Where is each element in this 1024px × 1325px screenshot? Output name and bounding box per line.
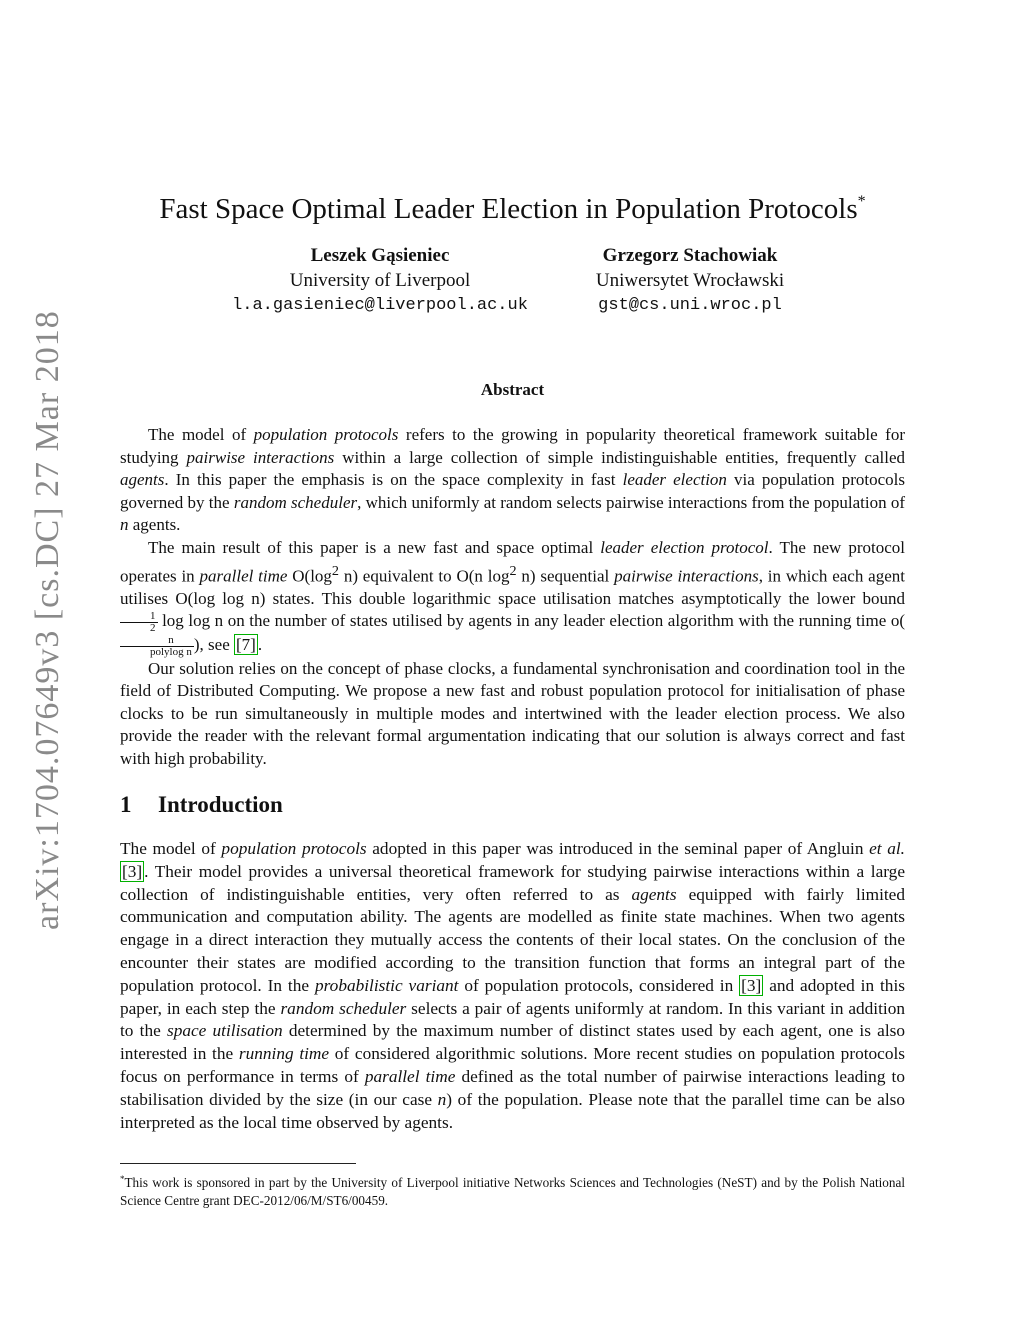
author-block-1 (220, 243, 540, 318)
author-name: Leszek Gąsieniec (310, 245, 450, 266)
section-heading-introduction (120, 792, 283, 818)
author-affiliation: University of Liverpool (289, 270, 471, 291)
author-name: Grzegorz Stachowiak (602, 245, 778, 266)
introduction-paragraph: The model of population protocols adopted in this paper was introduced in the seminal paper of Angluin et al. [3] . Their model provides a universal theoretical framework for studying pairwise interactions within a large collection of indistinguishable entities, very often referred to as agents equipped with fairly limited communication and computation ability. The agents are modelled as finite state machines. When two agents engage in a direct interaction they mutually access the contents of their local states. On the conclusion of the encounter their states are modified according to the transition function that forms an integral part of the population protocol. In the probabilistic variant of population protocols, considered in [3] and adopted in this paper, in each step the random scheduler selects a pair of agents uniformly at random. In this variant in addition to the space utilisation determined by the maximum number of distinct states used by each agent, one is also interested in the running time of considered algorithmic solutions. More recent studies on population protocols focus on performance in terms of parallel time defined as the total number of pairwise interactions leading to stabilisation divided by the size (in our case n) of the population. Please note that the parallel time can be also interpreted as the local time observed by agents. (120, 839, 906, 1132)
title-footnote-mark: * (857, 193, 866, 210)
fraction-n-over-polylog: $\frac{n}{\text{polylog n}}$ (120, 635, 194, 658)
footnote-text: This work is sponsored in part by the University of Liverpool initiative Networks Sciences and Technologies (NeST) and by the Polish National Science Centre grant DEC-2012/06/M/ST6/00459. (120, 1175, 905, 1208)
author-affiliation: Uniwersytet Wrocławski (595, 270, 785, 291)
author-email[interactable]: gst@cs.uni.wroc.pl (598, 296, 782, 315)
abstract-paragraph-2: The main result of this paper is a new fast and space optimal leader election protocol. The new protocol operates in parallel time $O(\log^2$ n) equivalent to O(n $\log^2 n$) sequential pairwise interactions, in which each agent utilises O(log log n) states. This double logarithmic space utilisation matches asymptotically the lower bound $\frac{1}{2}$ log log n on the number of states utilised by agents in any leader election algorithm with the running time o( $\frac{n}{\text{polylog n}}$ ), see [7] . (120, 537, 906, 658)
footnote-mark: * (120, 1174, 125, 1184)
section-title: Introduction (158, 792, 283, 817)
citation-link-3[interactable]: [3] (122, 861, 143, 881)
paper-title (120, 184, 905, 227)
author-block-2 (570, 243, 810, 318)
citation-link-3[interactable]: [3] (741, 975, 762, 995)
abstract-heading: Abstract (480, 380, 545, 399)
fraction-one-half: $\frac{1}{2}$ (120, 611, 158, 634)
footnote-divider (120, 1163, 356, 1164)
title-text: Fast Space Optimal Leader Election in Population Protocols (159, 193, 858, 225)
footnote (120, 1170, 905, 1210)
citation-link-7[interactable]: [7] (236, 635, 256, 654)
introduction-body (120, 838, 905, 1134)
abstract-body (120, 424, 905, 771)
abstract-paragraph-1: The model of population protocols refers to the growing in popularity theoretical framework suitable for studying pairwise interactions within a large collection of simple indistinguishable entities, frequently called agents. In this paper the emphasis is on the space complexity in fast leader election via population protocols governed by the random scheduler, which uniformly at random selects pairwise interactions from the population of n agents. (120, 425, 906, 535)
author-email[interactable]: l.a.gasieniec@liverpool.ac.uk (232, 296, 528, 315)
arxiv-identifier-stamp: arXiv:1704.07649v3 [cs.DC] 27 Mar 2018 (29, 310, 66, 930)
section-number: 1 (120, 792, 132, 817)
abstract-paragraph-3: Our solution relies on the concept of phase clocks, a fundamental synchronisation and coordination tool in the field of Distributed Computing. We propose a new fast and robust population protocol for initialisation of phase clocks to be run simultaneously in multiple modes and intertwined with the leader election process. We also provide the reader with the relevant formal argumentation indicating that our solution is always correct and fast with high probability. (120, 658, 905, 768)
